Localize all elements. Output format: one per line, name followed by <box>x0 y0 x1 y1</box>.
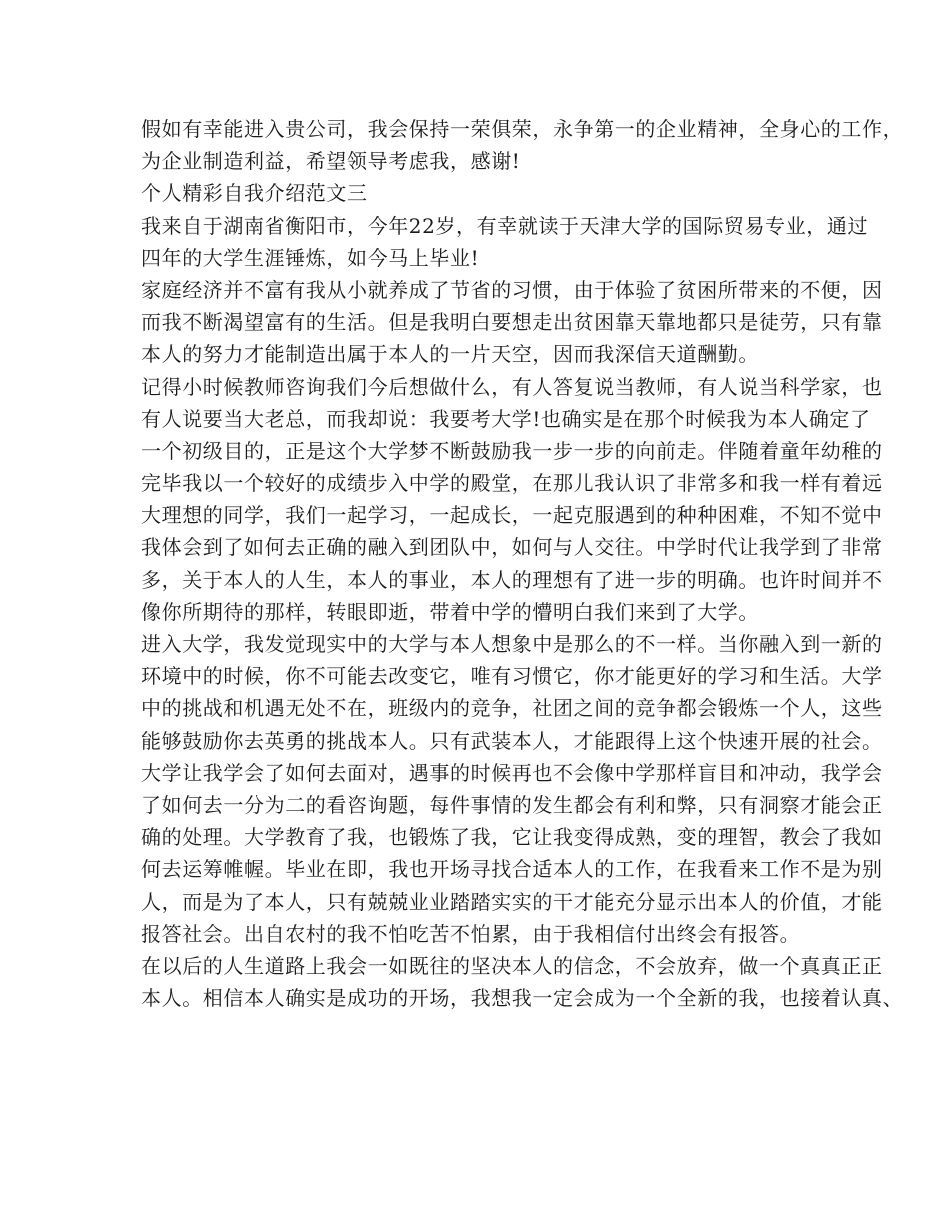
text-line: 中的挑战和机遇无处不在，班级内的竞争，社团之间的竞争都会锻炼一个人，这些 <box>141 696 883 721</box>
text-line: 四年的大学生涯锤炼，如今马上毕业! <box>141 245 480 270</box>
text-line: 了如何去一分为二的看咨询题，每件事情的发生都会有利和弊，只有洞察才能会正 <box>141 792 883 817</box>
text-line: 在以后的人生道路上我会一如既往的坚决本人的信念，不会放弃，做一个真真正正 <box>141 953 883 978</box>
text-line: 像你所期待的那样，转眼即逝，带着中学的懵明白我们来到了大学。 <box>141 599 759 624</box>
text-line: 环境中的时候，你不可能去改变它，唯有习惯它，你才能更好的学习和生活。大学 <box>141 664 883 689</box>
text-line: 有人说要当大老总，而我却说：我要考大学!也确实是在那个时候我为本人确定了 <box>141 406 871 431</box>
text-line: 完毕我以一个较好的成绩步入中学的殿堂，在那儿我认识了非常多和我一样有着远 <box>141 471 883 496</box>
section-heading: 个人精彩自我介绍范文三 <box>141 181 368 206</box>
text-line: 大学让我学会了如何去面对，遇事的时候再也不会像中学那样盲目和冲动，我学会 <box>141 760 883 785</box>
text-line: 假如有幸能进入贵公司，我会保持一荣俱荣，永争第一的企业精神，全身心的工作， <box>141 117 904 141</box>
document-body <box>141 113 904 1014</box>
text-line: 确的处理。大学教育了我，也锻炼了我，它让我变得成熟，变的理智，教会了我如 <box>141 825 883 850</box>
text-line: 何去运筹帷幄。毕业在即，我也开场寻找合适本人的工作，在我看来工作不是为别 <box>141 857 883 882</box>
text-line: 进入大学，我发觉现实中的大学与本人想象中是那么的不一样。当你融入到一新的 <box>141 632 883 656</box>
text-line: 本人的努力才能制造出属于本人的一片天空，因而我深信天道酬勤。 <box>141 342 759 367</box>
text-line: 人，而是为了本人，只有兢兢业业踏踏实实的干才能充分显示出本人的价值，才能 <box>141 889 883 914</box>
text-line: 本人。相信本人确实是成功的开场，我想我一定会成为一个全新的我，也接着认真、 <box>141 986 904 1011</box>
text-line: 大理想的同学，我们一起学习，一起成长，一起克服遇到的种种困难，不知不觉中 <box>141 503 883 528</box>
text-line: 多，关于本人的人生，本人的事业，本人的理想有了进一步的明确。也许时间并不 <box>141 567 883 592</box>
text-line: 而我不断渴望富有的生活。但是我明白要想走出贫困靠天靠地都只是徒劳，只有靠 <box>141 310 883 335</box>
text-line: 记得小时候教师咨询我们今后想做什么，有人答复说当教师，有人说当科学家，也 <box>141 374 883 399</box>
text-line: 家庭经济并不富有我从小就养成了节省的习惯，由于体验了贫困所带来的不便，因 <box>141 277 883 302</box>
text-line: 能够鼓励你去英勇的挑战本人。只有武装本人，才能跟得上这个快速开展的社会。 <box>141 728 883 753</box>
text-line: 报答社会。出自农村的我不怕吃苦不怕累，由于我相信付出终会有报答。 <box>141 921 801 946</box>
text-line: 为企业制造利益，希望领导考虑我，感谢! <box>141 149 521 174</box>
text-line: 我体会到了如何去正确的融入到团队中，如何与人交往。中学时代让我学到了非常 <box>141 535 883 560</box>
text-line: 我来自于湖南省衡阳市，今年22岁，有幸就读于天津大学的国际贸易专业，通过 <box>141 213 869 238</box>
text-line: 一个初级目的，正是这个大学梦不断鼓励我一步一步的向前走。伴随着童年幼稚的 <box>141 438 883 463</box>
